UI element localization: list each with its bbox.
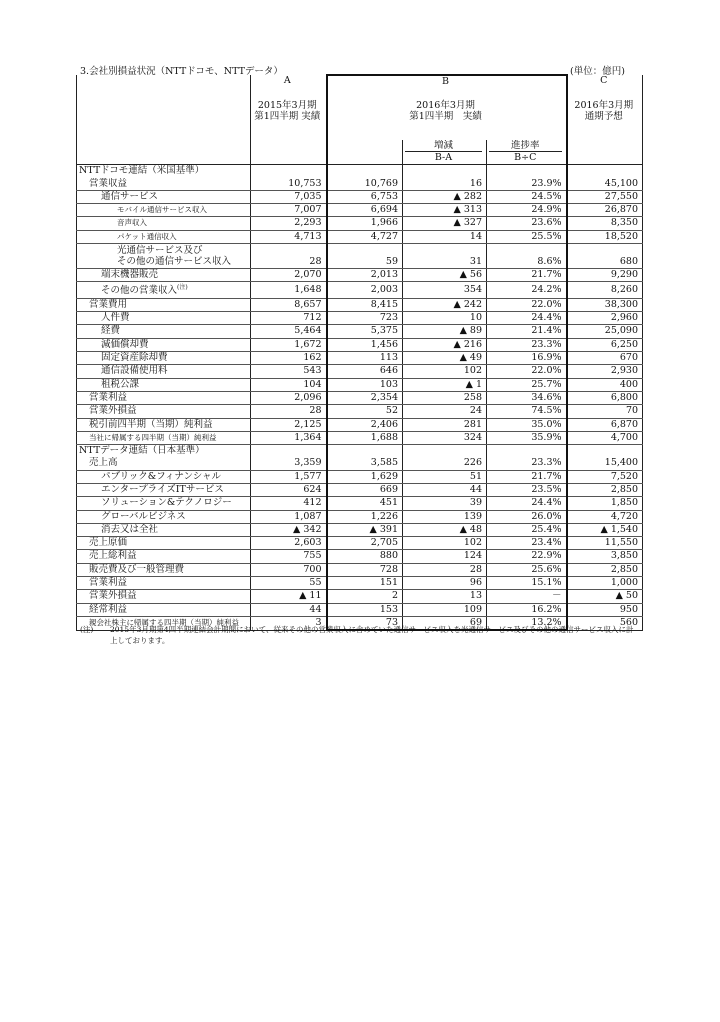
value-diff: ▲ 313 [403,204,487,217]
value-a: 1,577 [251,470,327,483]
value-c: 9,290 [567,269,643,282]
value-diff: 28 [403,563,487,576]
value-c: 11,550 [567,537,643,550]
col-a-letter: A [251,75,327,88]
row-label-text: 通信設備使用料 [101,365,168,377]
value-a: 28 [251,405,327,418]
section-header-row [77,165,643,178]
page-title: 3.会社別損益状況（NTTドコモ、NTTデータ） [80,66,283,77]
row-label-text: 経費 [101,325,121,337]
value-diff: 51 [403,470,487,483]
row-label [77,418,251,431]
table-row [77,550,643,563]
value-b: 880 [327,550,403,563]
row-label-text: 租税公課 [101,378,140,390]
table-row [77,178,643,191]
value-a: 162 [251,352,327,365]
value-a: 55 [251,577,327,590]
row-label [77,603,251,616]
section-title: NTTドコモ連結（米国基準） [77,165,251,178]
table-row [77,391,643,404]
value-c: 6,250 [567,338,643,351]
row-label-text: パブリック&フィナンシャル [101,470,222,482]
row-label [77,590,251,603]
value-a: 2,603 [251,537,327,550]
value-progress: 22.9% [487,550,567,563]
value-progress: 24.2% [487,282,567,298]
row-label [77,325,251,338]
row-label [77,312,251,325]
value-c: 2,930 [567,365,643,378]
row-label [77,523,251,536]
row-label-text: グローバルビジネス [101,510,186,522]
row-label [77,537,251,550]
value-progress: 34.6% [487,391,567,404]
value-c: 4,700 [567,431,643,444]
table-row [77,378,643,391]
value-progress: 21.7% [487,269,567,282]
row-label-text: 売上原価 [89,537,128,549]
value-progress: 15.1% [487,577,567,590]
row-label [77,217,251,230]
row-label-text: 経常利益 [89,603,128,615]
financial-table [76,74,643,631]
value-a: 2,125 [251,418,327,431]
value-progress: 35.9% [487,431,567,444]
value-c: 1,850 [567,497,643,510]
header-sub-row [77,140,643,165]
value-c: 7,520 [567,470,643,483]
value-c: 400 [567,378,643,391]
value-a: 3 [251,616,327,630]
row-label-text: 音声収入 [117,218,147,228]
value-c: 670 [567,352,643,365]
value-diff: 139 [403,510,487,523]
table-row [77,523,643,536]
value-progress: 23.9% [487,178,567,191]
row-label-text: 営業利益 [89,577,128,589]
table-row [77,244,643,269]
value-progress: 23.5% [487,483,567,496]
section-title: NTTデータ連結（日本基準） [77,445,251,458]
value-c: ▲ 1,540 [567,523,643,536]
value-progress: 16.2% [487,603,567,616]
value-a: 1,672 [251,338,327,351]
row-label-text: 営業外損益 [89,405,137,417]
row-label-text: 営業外損益 [89,590,137,602]
value-diff: 354 [403,282,487,298]
table-row [77,269,643,282]
value-a: 44 [251,603,327,616]
progress-formula: B÷C [514,152,537,164]
value-progress: 22.0% [487,298,567,311]
value-progress: 24.4% [487,497,567,510]
value-c: 1,000 [567,577,643,590]
value-a: 2,070 [251,269,327,282]
col-c-line2: 通期予想 [584,111,623,123]
table-row [77,325,643,338]
value-diff: 10 [403,312,487,325]
value-c: 6,870 [567,418,643,431]
table-row [77,563,643,576]
value-a: 7,007 [251,204,327,217]
value-diff: ▲ 49 [403,352,487,365]
value-progress: 35.0% [487,418,567,431]
row-label [77,298,251,311]
value-diff: 96 [403,577,487,590]
row-label-line1: 光通信サービス及び [117,245,203,257]
row-label-text: 税引前四半期（当期）純利益 [89,418,213,430]
value-b: 451 [327,497,403,510]
value-progress: 24.5% [487,190,567,203]
table-row [77,217,643,230]
value-a: 104 [251,378,327,391]
row-label [77,577,251,590]
row-label-text: 販売費及び一般管理費 [89,563,185,575]
row-label-text: パケット通信収入 [117,231,177,241]
row-label-text: 当社に帰属する四半期（当期）純利益 [89,432,217,442]
value-a: 624 [251,483,327,496]
value-a: 4,713 [251,230,327,243]
table-row [77,230,643,243]
value-progress: 23.6% [487,217,567,230]
value-diff: 102 [403,537,487,550]
row-label [77,563,251,576]
row-label [77,457,251,470]
table-row [77,405,643,418]
value-diff: 109 [403,603,487,616]
row-label [77,230,251,243]
value-b: 5,375 [327,325,403,338]
value-progress: 26.0% [487,510,567,523]
value-b: 2 [327,590,403,603]
value-a: 2,293 [251,217,327,230]
table-row [77,497,643,510]
row-label-text: 営業費用 [89,298,128,310]
table-row [77,190,643,203]
row-label-text: 固定資産除却費 [101,352,168,364]
col-a-line1: 2015年3月期 [257,100,317,112]
row-label [77,431,251,444]
row-label [77,497,251,510]
value-b: 1,966 [327,217,403,230]
value-diff: 324 [403,431,487,444]
row-label-text: その他の営業収入 [101,285,178,297]
row-label [77,365,251,378]
value-a: 755 [251,550,327,563]
value-diff: 102 [403,365,487,378]
table-row [77,338,643,351]
value-b: 2,003 [327,282,403,298]
table-row [77,365,643,378]
row-label [77,269,251,282]
value-progress: 23.3% [487,457,567,470]
footnote-text: 2015年3月期第4四半期連結会計期間において、従来その他の営業収入に含めていた通信サービス収入を光通信サービス及びその他の通信サービス収入に計上しております。 [110,625,634,645]
row-label [77,338,251,351]
value-diff: ▲ 56 [403,269,487,282]
value-c: 15,400 [567,457,643,470]
value-c: 3,850 [567,550,643,563]
value-progress: 22.0% [487,365,567,378]
col-b-line1: 2016年3月期 [416,100,475,112]
table-row [77,282,643,298]
value-progress: 21.7% [487,470,567,483]
footnote-label: (注) [80,625,94,634]
value-progress: 25.7% [487,378,567,391]
value-c: 6,800 [567,391,643,404]
value-b: 103 [327,378,403,391]
value-b: 1,456 [327,338,403,351]
value-diff: ▲ 48 [403,523,487,536]
row-label-text: 営業収益 [89,177,128,189]
value-c: 26,870 [567,204,643,217]
value-a: 700 [251,563,327,576]
row-label [77,282,251,298]
value-diff: 281 [403,418,487,431]
row-label [77,483,251,496]
table-row [77,298,643,311]
table-row [77,431,643,444]
row-label-text: エンタープライズITサービス [101,483,224,495]
value-a: 7,035 [251,190,327,203]
section-header-row [77,445,643,458]
row-label-text: ソリューション&テクノロジー [101,497,232,509]
row-label-text: モバイル通信サービス収入 [117,205,207,215]
value-diff: 16 [403,178,487,191]
value-diff: 124 [403,550,487,563]
value-b: 2,705 [327,537,403,550]
diff-label: 増減 [405,140,482,152]
table-row [77,537,643,550]
value-progress: 8.6% [487,244,567,269]
value-progress: 25.4% [487,523,567,536]
value-a: 10,753 [251,178,327,191]
footnote-marker: (注) [177,284,188,292]
value-diff: 258 [403,391,487,404]
value-b: 2,406 [327,418,403,431]
progress-label: 進捗率 [489,140,562,152]
value-a: 543 [251,365,327,378]
row-label [77,405,251,418]
value-diff: 24 [403,405,487,418]
value-b: 2,354 [327,391,403,404]
value-progress: 74.5% [487,405,567,418]
value-a: 1,364 [251,431,327,444]
value-diff: 13 [403,590,487,603]
row-label [77,352,251,365]
value-b: 669 [327,483,403,496]
value-diff: ▲ 89 [403,325,487,338]
col-c-letter: C [567,75,643,88]
header-letter-row [77,75,643,88]
row-label [77,550,251,563]
value-progress: 24.4% [487,312,567,325]
value-b: 2,013 [327,269,403,282]
value-diff: ▲ 327 [403,217,487,230]
row-label-text: 減価償却費 [101,338,149,350]
col-b-line2: 第1四半期 実績 [409,111,482,123]
value-b: 59 [327,244,403,269]
value-progress: － [487,590,567,603]
value-b: 52 [327,405,403,418]
value-c: 2,960 [567,312,643,325]
row-label-text: 売上高 [89,457,118,469]
value-b: 1,226 [327,510,403,523]
value-c: 950 [567,603,643,616]
row-label-text: 営業利益 [89,391,128,403]
value-progress: 16.9% [487,352,567,365]
row-label-text: 消去又は全社 [101,523,159,535]
value-b: 6,694 [327,204,403,217]
diff-formula: B-A [434,152,453,164]
value-b: 1,688 [327,431,403,444]
row-label [77,204,251,217]
value-b: ▲ 391 [327,523,403,536]
value-a: 412 [251,497,327,510]
value-c: 45,100 [567,178,643,191]
value-a: ▲ 342 [251,523,327,536]
row-label-text: 端末機器販売 [101,269,159,281]
value-c: 18,520 [567,230,643,243]
col-c-line1: 2016年3月期 [574,100,634,112]
value-a: ▲ 11 [251,590,327,603]
value-a: 712 [251,312,327,325]
value-progress: 21.4% [487,325,567,338]
value-c: 2,850 [567,483,643,496]
table-row [77,418,643,431]
row-label-text: 売上総利益 [89,550,137,562]
value-a: 3,359 [251,457,327,470]
row-label-text: 通信サービス [101,190,159,202]
value-progress: 24.9% [487,204,567,217]
value-diff: 69 [403,616,487,630]
value-a: 1,087 [251,510,327,523]
value-b: 8,415 [327,298,403,311]
value-c: 680 [567,244,643,269]
row-label [77,178,251,191]
value-a: 5,464 [251,325,327,338]
unit-label: (単位：億円) [570,66,625,77]
value-a: 28 [251,244,327,269]
col-a-line2: 第1四半期 実績 [254,111,321,123]
value-b: 4,727 [327,230,403,243]
value-c: ▲ 50 [567,590,643,603]
table-row [77,510,643,523]
row-label [77,510,251,523]
value-b: 10,769 [327,178,403,191]
value-c: 27,550 [567,190,643,203]
table-row [77,590,643,603]
value-diff: ▲ 282 [403,190,487,203]
table-row [77,577,643,590]
table-row [77,312,643,325]
value-progress: 13.2% [487,616,567,630]
value-diff: ▲ 1 [403,378,487,391]
value-b: 113 [327,352,403,365]
value-b: 153 [327,603,403,616]
header-period-row [77,88,643,140]
value-a: 1,648 [251,282,327,298]
table-row [77,603,643,616]
value-diff: 31 [403,244,487,269]
value-progress: 23.4% [487,537,567,550]
value-c: 2,850 [567,563,643,576]
value-c: 70 [567,405,643,418]
value-progress: 23.3% [487,338,567,351]
table-row [77,457,643,470]
value-b: 728 [327,563,403,576]
value-diff: 44 [403,483,487,496]
table-row [77,483,643,496]
value-b: 6,753 [327,190,403,203]
value-c: 4,720 [567,510,643,523]
value-diff: ▲ 216 [403,338,487,351]
value-b: 646 [327,365,403,378]
value-diff: 226 [403,457,487,470]
value-diff: 39 [403,497,487,510]
value-progress: 25.5% [487,230,567,243]
value-b: 723 [327,312,403,325]
value-b: 1,629 [327,470,403,483]
value-c: 38,300 [567,298,643,311]
row-label-text: 人件費 [101,312,130,324]
value-c: 560 [567,616,643,630]
table-row [77,352,643,365]
row-label [77,190,251,203]
value-b: 151 [327,577,403,590]
value-b: 73 [327,616,403,630]
value-c: 8,350 [567,217,643,230]
value-a: 8,657 [251,298,327,311]
row-label [77,470,251,483]
value-diff: 14 [403,230,487,243]
value-c: 8,260 [567,282,643,298]
col-b-letter: B [327,75,567,88]
value-c: 25,090 [567,325,643,338]
value-diff: ▲ 242 [403,298,487,311]
row-label [77,378,251,391]
table-row [77,204,643,217]
row-label-line2: その他の通信サービス収入 [117,256,232,268]
row-label [77,244,251,269]
row-label [77,391,251,404]
value-a: 2,096 [251,391,327,404]
row-label-text: 親会社株主に帰属する四半期（当期）純利益 [89,618,239,628]
value-b: 3,585 [327,457,403,470]
value-progress: 25.6% [487,563,567,576]
table-row [77,470,643,483]
